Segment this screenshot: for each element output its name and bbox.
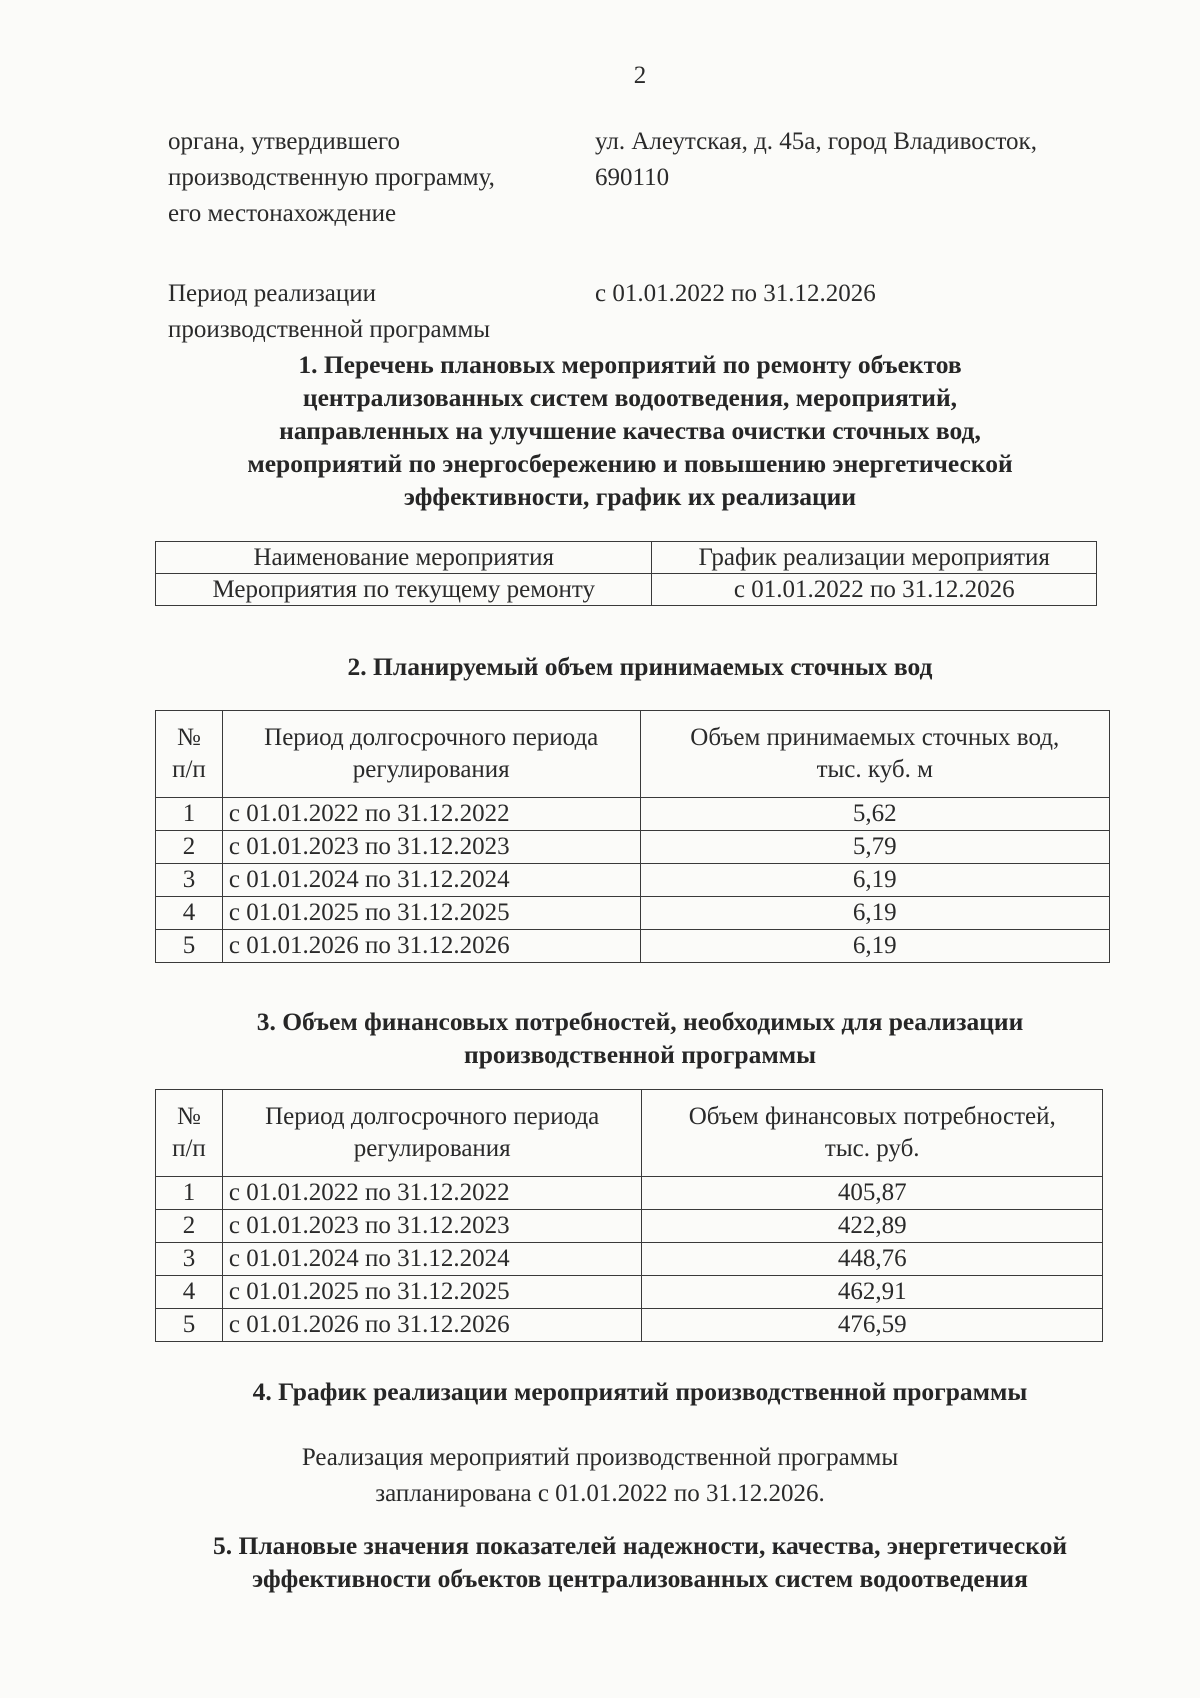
header-line: регулирования bbox=[353, 1135, 511, 1162]
row-value: 448,76 bbox=[642, 1243, 1103, 1276]
header-line: Период долгосрочного периода bbox=[264, 724, 599, 751]
field-label bbox=[168, 124, 588, 232]
table-row bbox=[156, 831, 1110, 864]
field-value-line: с 01.01.2022 по 31.12.2026 bbox=[595, 280, 876, 307]
title-line: направленных на улучшение качества очистки сточных вод, bbox=[279, 416, 981, 445]
section-4-text bbox=[0, 1440, 1200, 1512]
table-cell: с 01.01.2022 по 31.12.2026 bbox=[652, 574, 1097, 606]
row-period: с 01.01.2022 по 31.12.2022 bbox=[222, 1177, 642, 1210]
row-number: 2 bbox=[156, 831, 223, 864]
header-line: тыс. куб. м bbox=[816, 756, 933, 783]
table-row bbox=[156, 897, 1110, 930]
row-value: 5,62 bbox=[640, 798, 1110, 831]
field-label-line: производственной программы bbox=[168, 316, 491, 343]
table-header-row bbox=[156, 542, 1097, 574]
section-4-title bbox=[150, 1375, 1130, 1408]
row-number: 5 bbox=[156, 1309, 223, 1342]
field-value-line: ул. Алеутская, д. 45а, город Владивосток, bbox=[595, 128, 1037, 155]
paragraph-line: Реализация мероприятий производственной программы bbox=[301, 1444, 899, 1471]
row-number: 4 bbox=[156, 1276, 223, 1309]
row-value: 405,87 bbox=[642, 1177, 1103, 1210]
row-period: с 01.01.2025 по 31.12.2025 bbox=[222, 1276, 642, 1309]
header-line: п/п bbox=[172, 1135, 206, 1162]
column-header bbox=[640, 711, 1110, 798]
column-header bbox=[642, 1090, 1103, 1177]
wastewater-volume-table bbox=[155, 710, 1110, 963]
title-line: эффективности, график их реализации bbox=[403, 482, 857, 511]
table-row bbox=[156, 1309, 1103, 1342]
row-number: 1 bbox=[156, 1177, 223, 1210]
row-number: 3 bbox=[156, 1243, 223, 1276]
row-period: с 01.01.2026 по 31.12.2026 bbox=[222, 930, 640, 963]
title-line: 4. График реализации мероприятий производственной программы bbox=[252, 1377, 1028, 1406]
row-number: 2 bbox=[156, 1210, 223, 1243]
header-line: регулирования bbox=[352, 756, 510, 783]
row-period: с 01.01.2024 по 31.12.2024 bbox=[222, 864, 640, 897]
section-2-title bbox=[150, 650, 1130, 683]
row-value: 5,79 bbox=[640, 831, 1110, 864]
header-line: п/п bbox=[172, 756, 206, 783]
table-row bbox=[156, 1276, 1103, 1309]
row-period: с 01.01.2022 по 31.12.2022 bbox=[222, 798, 640, 831]
row-period: с 01.01.2024 по 31.12.2024 bbox=[222, 1243, 642, 1276]
table-row bbox=[156, 864, 1110, 897]
column-header bbox=[156, 1090, 223, 1177]
table-header-row bbox=[156, 1090, 1103, 1177]
paragraph-line: запланирована с 01.01.2022 по 31.12.2026. bbox=[375, 1480, 825, 1507]
table-header-row bbox=[156, 711, 1110, 798]
measures-table bbox=[155, 541, 1097, 606]
financial-needs-table bbox=[155, 1089, 1103, 1342]
header-line: № bbox=[177, 724, 201, 751]
table-cell: Мероприятия по текущему ремонту bbox=[156, 574, 652, 606]
title-line: 1. Перечень плановых мероприятий по ремонту объектов bbox=[298, 350, 962, 379]
field-label-line: его местонахождение bbox=[168, 200, 397, 227]
row-period: с 01.01.2025 по 31.12.2025 bbox=[222, 897, 640, 930]
title-line: централизованных систем водоотведения, мероприятий, bbox=[302, 383, 958, 412]
table-row bbox=[156, 798, 1110, 831]
field-label-line: Период реализации bbox=[168, 280, 376, 307]
title-line: мероприятий по энергосбережению и повышению энергетической bbox=[247, 449, 1013, 478]
header-line: Объем финансовых потребностей, bbox=[688, 1103, 1056, 1130]
title-line: производственной программы bbox=[464, 1040, 816, 1069]
header-line: № bbox=[177, 1103, 201, 1130]
row-value: 6,19 bbox=[640, 864, 1110, 897]
field-label bbox=[168, 276, 588, 348]
table-row bbox=[156, 1177, 1103, 1210]
title-line: 5. Плановые значения показателей надежности, качества, энергетической bbox=[212, 1531, 1068, 1560]
field-label-line: органа, утвердившего bbox=[168, 128, 401, 155]
row-number: 3 bbox=[156, 864, 223, 897]
row-value: 6,19 bbox=[640, 897, 1110, 930]
header-line: Период долгосрочного периода bbox=[265, 1103, 600, 1130]
column-header bbox=[222, 711, 640, 798]
page-number: 2 bbox=[633, 62, 647, 89]
row-number: 4 bbox=[156, 897, 223, 930]
field-value-line: 690110 bbox=[595, 164, 670, 191]
column-header bbox=[222, 1090, 642, 1177]
header-line: тыс. руб. bbox=[824, 1135, 920, 1162]
row-value: 422,89 bbox=[642, 1210, 1103, 1243]
row-period: с 01.01.2026 по 31.12.2026 bbox=[222, 1309, 642, 1342]
header-line: Объем принимаемых сточных вод, bbox=[690, 724, 1060, 751]
title-line: эффективности объектов централизованных систем водоотведения bbox=[252, 1564, 1028, 1593]
field-value bbox=[595, 124, 1115, 196]
table-row bbox=[156, 574, 1097, 606]
field-label-line: производственную программу, bbox=[168, 164, 495, 191]
row-number: 5 bbox=[156, 930, 223, 963]
table-row bbox=[156, 930, 1110, 963]
section-1-title bbox=[140, 348, 1120, 513]
column-header: Наименование мероприятия bbox=[156, 542, 652, 574]
row-number: 1 bbox=[156, 798, 223, 831]
row-value: 476,59 bbox=[642, 1309, 1103, 1342]
title-line: 3. Объем финансовых потребностей, необходимых для реализации bbox=[256, 1007, 1024, 1036]
column-header: График реализации мероприятия bbox=[652, 542, 1097, 574]
row-value: 6,19 bbox=[640, 930, 1110, 963]
row-value: 462,91 bbox=[642, 1276, 1103, 1309]
section-3-title bbox=[150, 1005, 1130, 1071]
row-period: с 01.01.2023 по 31.12.2023 bbox=[222, 831, 640, 864]
table-row bbox=[156, 1243, 1103, 1276]
row-period: с 01.01.2023 по 31.12.2023 bbox=[222, 1210, 642, 1243]
title-line: 2. Планируемый объем принимаемых сточных вод bbox=[347, 652, 933, 681]
field-value bbox=[595, 276, 1115, 312]
table-row bbox=[156, 1210, 1103, 1243]
column-header bbox=[156, 711, 223, 798]
section-5-title bbox=[150, 1529, 1130, 1595]
